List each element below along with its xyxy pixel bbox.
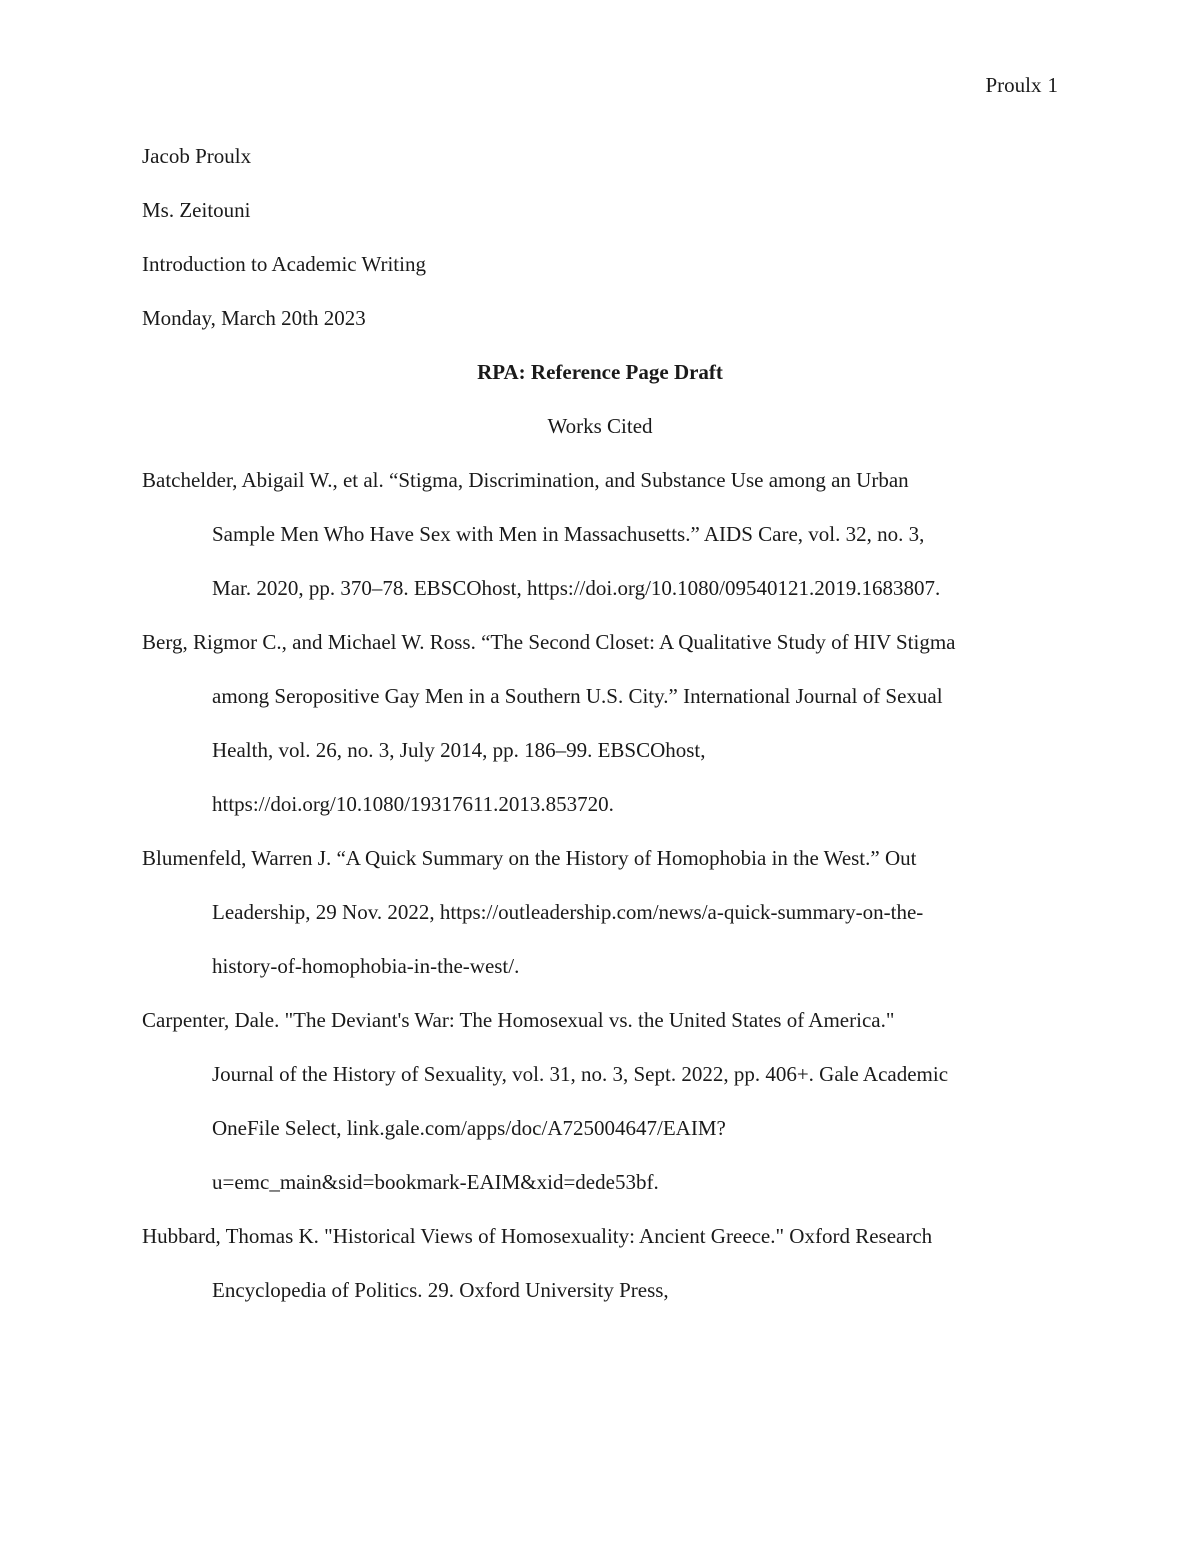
running-head-name: Proulx — [985, 73, 1042, 97]
student-name: Jacob Proulx — [142, 144, 252, 168]
citation-line: Mar. 2020, pp. 370–78. EBSCOhost, https://doi.org/10.1080/09540121.2019.1683807. — [212, 576, 941, 600]
citation-line: Batchelder, Abigail W., et al. “Stigma, Discrimination, and Substance Use among an Urban — [142, 468, 909, 492]
citation-line: history-of-homophobia-in-the-west/. — [212, 954, 520, 978]
mla-heading — [142, 143, 426, 359]
citation-line: Hubbard, Thomas K. "Historical Views of Homosexuality: Ancient Greece." Oxford Research — [142, 1224, 933, 1248]
citation-entry — [142, 1223, 1072, 1331]
citation-entry — [142, 467, 1072, 629]
citation-entry — [142, 1007, 1072, 1223]
citation-line: Journal of the History of Sexuality, vol. 31, no. 3, Sept. 2022, pp. 406+. Gale Academic — [212, 1062, 949, 1086]
citation-line: https://doi.org/10.1080/19317611.2013.853720. — [212, 792, 614, 816]
citation-line: Berg, Rigmor C., and Michael W. Ross. “The Second Closet: A Qualitative Study of HIV Stigma — [142, 630, 956, 654]
citation-line: Carpenter, Dale. "The Deviant's War: The Homosexual vs. the United States of America." — [142, 1008, 895, 1032]
document-title: RPA: Reference Page Draft — [477, 360, 723, 384]
citation-entry — [142, 629, 1072, 845]
citation-line: Sample Men Who Have Sex with Men in Massachusetts.” AIDS Care, vol. 32, no. 3, — [212, 522, 925, 546]
running-head — [985, 72, 1058, 98]
citation-line: OneFile Select, link.gale.com/apps/doc/A725004647/EAIM? — [212, 1116, 726, 1140]
citation-entry — [142, 845, 1072, 1007]
citation-line: among Seropositive Gay Men in a Southern U.S. City.” International Journal of Sexual — [212, 684, 943, 708]
running-head-page-number: 1 — [1047, 73, 1058, 97]
citation-line: Encyclopedia of Politics. 29. Oxford University Press, — [212, 1278, 669, 1302]
paper-date: Monday, March 20th 2023 — [142, 306, 366, 330]
citation-line: u=emc_main&sid=bookmark-EAIM&xid=dede53bf. — [212, 1170, 659, 1194]
works-cited-list — [142, 467, 1072, 1331]
course-name: Introduction to Academic Writing — [142, 252, 426, 276]
citation-line: Blumenfeld, Warren J. “A Quick Summary on the History of Homophobia in the West.” Out — [142, 846, 917, 870]
citation-line: Health, vol. 26, no. 3, July 2014, pp. 186–99. EBSCOhost, — [212, 738, 706, 762]
citation-line: Leadership, 29 Nov. 2022, https://outleadership.com/news/a-quick-summary-on-the- — [212, 900, 924, 924]
instructor-name: Ms. Zeitouni — [142, 198, 251, 222]
works-cited-heading: Works Cited — [547, 414, 653, 438]
